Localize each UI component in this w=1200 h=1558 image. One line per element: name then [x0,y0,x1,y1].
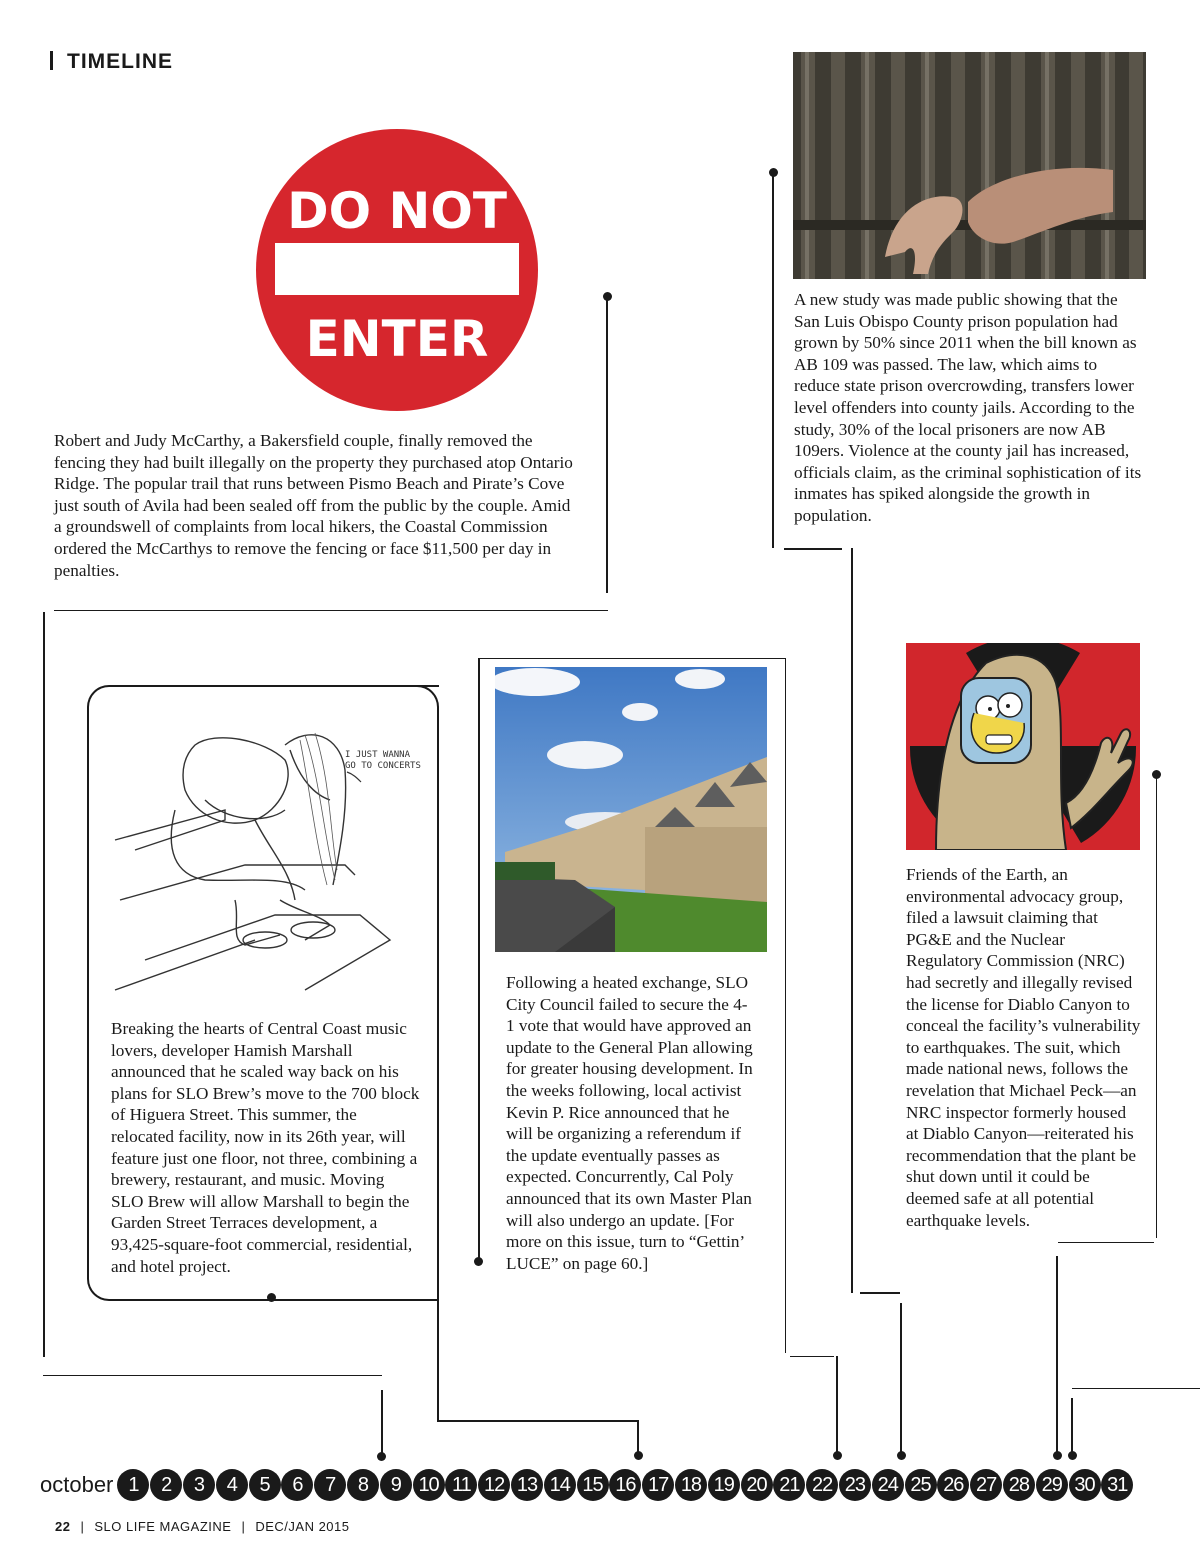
sign-text-bottom: ENTER [305,310,489,368]
connector-day30-v [1071,1398,1073,1453]
connector-prison-h [784,548,842,550]
october-timeline [40,1468,1134,1502]
timeline-month: october [40,1472,114,1497]
timeline-day: 26 [937,1469,969,1501]
connector-day16-dot [634,1451,643,1460]
connector-day29-v [1056,1256,1058,1452]
connector-prison-v [772,173,774,548]
connector-day24-v [900,1303,902,1453]
homer-hazmat-illustration [906,643,1140,850]
timeline-day: 5 [249,1469,281,1501]
connector-day24-dot [897,1451,906,1460]
connector-day8-dot [377,1452,386,1461]
timeline-day: 31 [1101,1469,1133,1501]
timeline-day: 17 [642,1469,674,1501]
cartoon-speech-text: I JUST WANNA GO TO CONCERTS [345,750,421,771]
connector-prison-dot [769,168,778,177]
housing-development-photo [495,667,767,952]
story-slo-brew: Breaking the hearts of Central Coast music lovers, developer Hamish Marshall announced that he scaled way back on his plans for SLO Brew’s move to the 700 block of Higuera Street. This summer, the relocated facility, now in its 26th year, will feature just one floor, not three, combining a brewery, restaurant, and music. Moving SLO Brew will allow Marshall to begin the Garden Street Terraces development, a 93,425-square-foot commercial, residential, and hotel project. [111,1019,420,1276]
connector-ontario-v [606,297,608,593]
timeline-day: 12 [478,1469,510,1501]
timeline-day: 7 [314,1469,346,1501]
connector-diablo-dot [1152,770,1161,779]
footer-separator: | [80,1519,85,1534]
timeline-day: 30 [1069,1469,1101,1501]
issue-date: DEC/JAN 2015 [255,1519,350,1534]
timeline-day: 21 [773,1469,805,1501]
cartoon-frame-right-line [437,723,439,1421]
story-ontario-ridge: Robert and Judy McCarthy, a Bakersfield couple, finally removed the fencing they had built illegally on the property they purchased atop Ontario Ridge. The popular trail that runs between Pismo Beach and Pirate’s Cove just south of Avila had been sealed off from the public by the couple. Amid a groundswell of complaints from local hikers, the Coastal Commission ordered the McCarthys to remove the fencing or face $11,500 per day in penalties. [54,431,573,580]
timeline-day: 27 [970,1469,1002,1501]
timeline-day: 8 [347,1469,379,1501]
timeline-day: 4 [216,1469,248,1501]
connector-council-bottom-h [790,1356,834,1357]
timeline-day: 25 [905,1469,937,1501]
timeline-day: 23 [839,1469,871,1501]
timeline-day: 19 [708,1469,740,1501]
connector-diablo-h [1058,1242,1154,1243]
timeline-day: 11 [445,1469,477,1501]
connector-cartoon-h [437,1420,638,1422]
section-header [50,50,173,74]
section-title: TIMELINE [67,50,173,73]
story-diablo-canyon: Friends of the Earth, an environmental advocacy group, filed a lawsuit claiming that PG&E and the Nuclear Regulatory Commission (NRC) had secretly and illegally revised the license for Diablo Canyon to conceal the facility’s vulnerability to earthquakes. The suit, which made national news, follows the revelation that Michael Peck—an NRC inspector formerly housed at Diablo Canyon—reiterated his recommendation that the plant be shut down until it could be deemed safe at all potential earthquake levels. [906,865,1141,1230]
page-number: 22 [55,1519,71,1534]
magazine-name: SLO LIFE MAGAZINE [94,1519,232,1534]
timeline-day: 14 [544,1469,576,1501]
cartoon-frame-dot [267,1293,276,1302]
connector-day22-v [836,1356,838,1454]
connector-ontario-h [54,610,608,611]
timeline-day: 6 [281,1469,313,1501]
timeline-day: 22 [806,1469,838,1501]
connector-diablo-v [1156,778,1157,1238]
timeline-day: 29 [1036,1469,1068,1501]
prison-bars-photo [793,52,1146,279]
timeline-day: 2 [150,1469,182,1501]
connector-left-h [43,1375,382,1376]
timeline-day: 16 [609,1469,641,1501]
connector-edge-h [1072,1388,1200,1389]
timeline-day: 28 [1003,1469,1035,1501]
timeline-day: 10 [413,1469,445,1501]
timeline-day: 13 [511,1469,543,1501]
timeline-day: 18 [675,1469,707,1501]
page-footer [55,1519,350,1534]
timeline-day: 20 [741,1469,773,1501]
connector-day30-dot [1068,1451,1077,1460]
timeline-days [117,1469,1134,1501]
do-not-enter-sign [254,128,540,412]
header-bar [50,51,53,70]
timeline-day: 24 [872,1469,904,1501]
story-city-council: Following a heated exchange, SLO City Council failed to secure the 4-1 vote that would have approved an update to the General Plan allowing for greater housing development. In the weeks following, local activist Kevin P. Rice announced that he will be organizing a referendum if the update eventually passes as expected. Concurrently, Cal Poly announced that its own Master Plan will also undergo an update. [For more on this issue, turn to “Gettin’ LUCE” on page 60.] [506,973,753,1273]
connector-council-top-h [478,658,786,659]
connector-day8-v [381,1390,383,1458]
connector-council-dot [474,1257,483,1266]
connector-day29-dot [1053,1451,1062,1460]
footer-separator: | [241,1519,246,1534]
connector-council-right-v [785,658,786,1353]
connector-prison-long-v [851,548,853,1293]
sign-text-top: DO NOT [287,182,507,240]
connector-left-v [43,612,45,1357]
timeline-day: 15 [577,1469,609,1501]
timeline-day: 1 [117,1469,149,1501]
connector-day22-dot [833,1451,842,1460]
connector-ontario-dot [603,292,612,301]
connector-council-left-v [478,658,480,1263]
concert-cartoon-drawing [105,700,425,1000]
story-prison-population: A new study was made public showing that the San Luis Obispo County prison population had grown by 50% since 2011 when the bill known as AB 109 was passed. The law, which aims to reduce state prison overcrowding, transfers lower level offenders into county jails. According to the study, 30% of the local prisoners are now AB 109ers. Violence at the county jail has increased, officials claim, as the criminal sophistication of its inmates has spiked alongside the growth in population. [794,290,1142,525]
timeline-day: 3 [183,1469,215,1501]
connector-prison-bottom-h [860,1292,900,1294]
timeline-day: 9 [380,1469,412,1501]
